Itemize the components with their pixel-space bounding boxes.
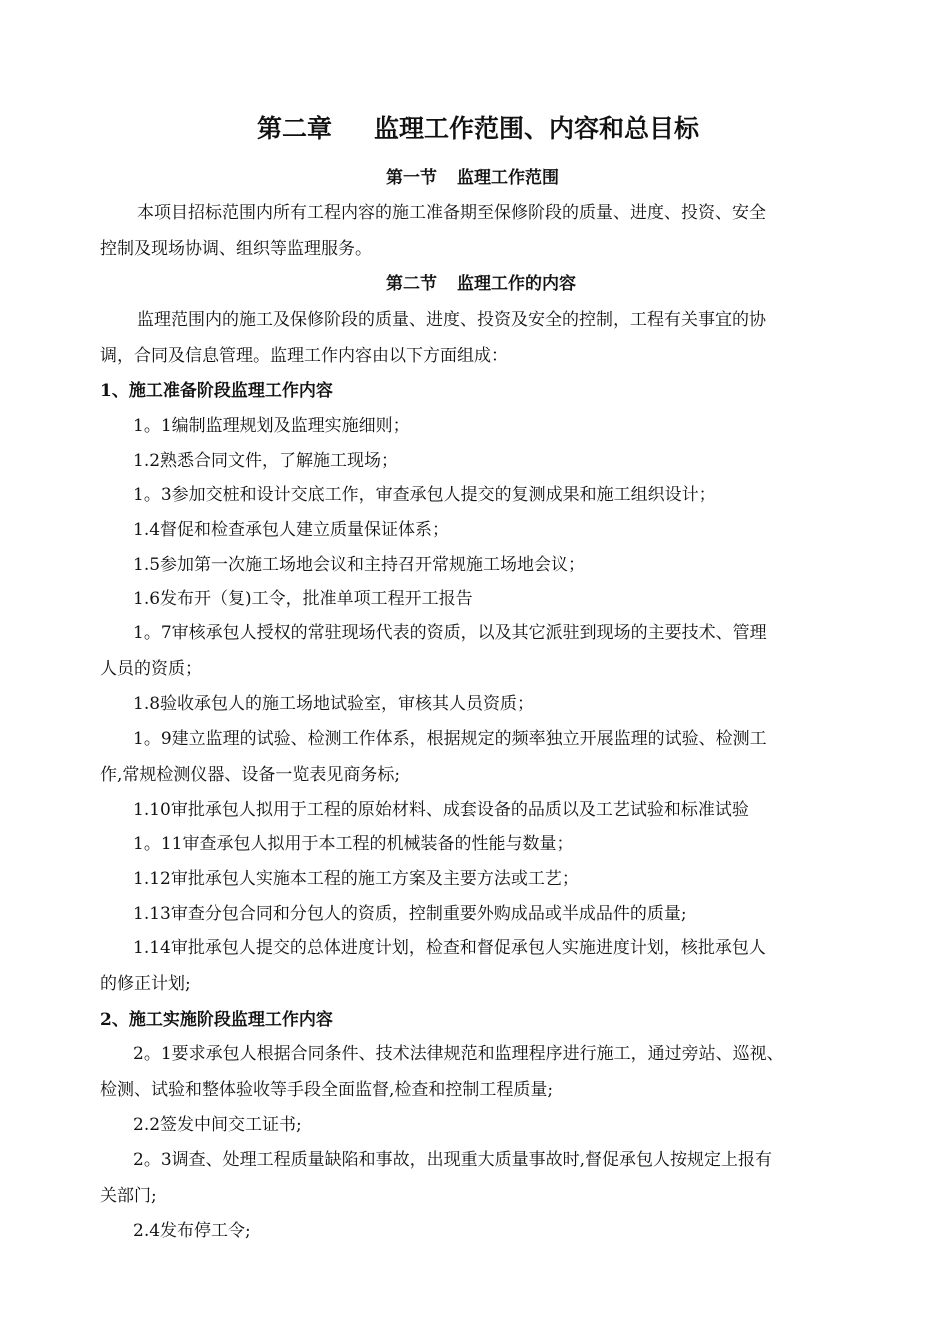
list-item: 1.12审批承包人实施本工程的施工方案及主要方法或工艺；: [133, 869, 579, 889]
section-title: 监理工作的内容: [457, 274, 576, 294]
list-item: 1.14审批承包人提交的总体进度计划，检查和督促承包人实施进度计划，核批承包人: [133, 938, 766, 958]
list-item-continuation: 检测、试验和整体验收等手段全面监督,检查和控制工程质量;: [100, 1080, 554, 1100]
list-item-continuation: 关部门;: [100, 1186, 157, 1206]
section-number: 第一节: [386, 168, 437, 188]
list-item: 2。3调查、处理工程质量缺陷和事故，出现重大质量事故时,督促承包人按规定上报有: [133, 1150, 773, 1170]
paragraph-line: 控制及现场协调、组织等监理服务。: [100, 239, 372, 259]
list-item: 1.6发布开（复)工令，批准单项工程开工报告: [133, 589, 473, 609]
chapter-number: 第二章: [257, 114, 333, 143]
paragraph-line: 本项目招标范围内所有工程内容的施工准备期至保修阶段的质量、进度、投资、安全: [137, 203, 766, 223]
list-item: 1.4督促和检查承包人建立质量保证体系；: [133, 520, 450, 540]
section-title: 监理工作范围: [457, 168, 559, 188]
list-item: 1.13审查分包合同和分包人的资质，控制重要外购成品或半成品件的质量;: [133, 904, 687, 924]
list-item: 1.8验收承包人的施工场地试验室，审核其人员资质；: [133, 694, 535, 714]
list-item: 1.5参加第一次施工场地会议和主持召开常规施工场地会议；: [133, 555, 586, 575]
list-item: 1。11审查承包人拟用于本工程的机械装备的性能与数量；: [133, 834, 574, 854]
paragraph-line: 调，合同及信息管理。监理工作内容由以下方面组成：: [100, 346, 508, 366]
list-item: 1。1编制监理规划及监理实施细则；: [133, 416, 410, 436]
part-heading-1: 1、施工准备阶段监理工作内容: [100, 381, 333, 401]
list-item: 2.2签发中间交工证书;: [133, 1115, 302, 1135]
list-item: 1。7审核承包人授权的常驻现场代表的资质，以及其它派驻到现场的主要技术、管理: [133, 623, 767, 643]
section-heading-2: [386, 276, 576, 293]
section-heading-1: [386, 170, 559, 187]
section-number: 第二节: [386, 274, 437, 294]
list-item: 2.4发布停工令;: [133, 1221, 251, 1241]
list-item-continuation: 的修正计划;: [100, 974, 191, 994]
part-heading-2: 2、施工实施阶段监理工作内容: [100, 1010, 333, 1030]
list-item: 1.10审批承包人拟用于工程的原始材料、成套设备的品质以及工艺试验和标准试验: [133, 800, 749, 820]
list-item: 1。9建立监理的试验、检测工作体系，根据规定的频率独立开展监理的试验、检测工: [133, 729, 767, 749]
list-item: 1。3参加交桩和设计交底工作，审查承包人提交的复测成果和施工组织设计；: [133, 485, 716, 505]
list-item: 2。1要求承包人根据合同条件、技术法律规范和监理程序进行施工，通过旁站、巡视、: [133, 1044, 784, 1064]
paragraph-line: 监理范围内的施工及保修阶段的质量、进度、投资及安全的控制，工程有关事宜的协: [137, 310, 766, 330]
list-item-continuation: 作,常规检测仪器、设备一览表见商务标;: [100, 765, 401, 785]
list-item: 1.2熟悉合同文件，了解施工现场；: [133, 451, 399, 471]
chapter-title-text: 监理工作范围、内容和总目标: [374, 114, 700, 143]
chapter-title: [257, 116, 699, 141]
list-item-continuation: 人员的资质；: [100, 659, 202, 679]
